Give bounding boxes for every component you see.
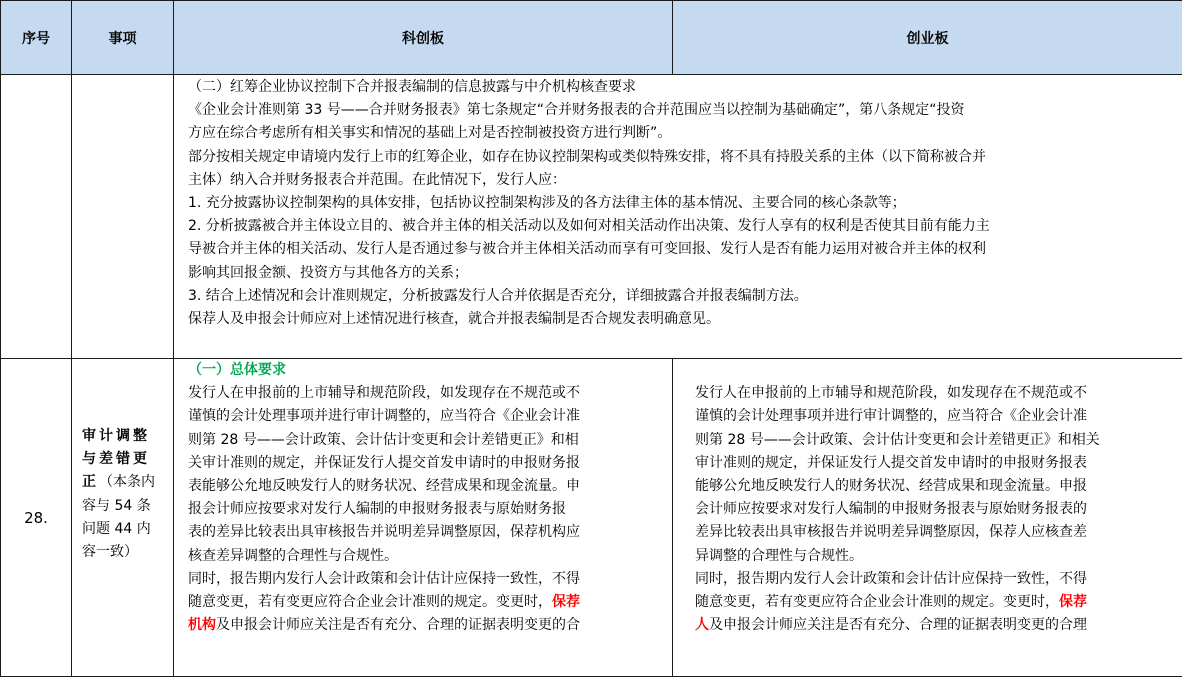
text-line: 导被合并主体的相关活动、发行人是否通过参与被合并主体相关活动而享有可变回报、发行人是否有能力运用对被合并主体的权利 (188, 238, 1176, 261)
header-serial-number: 序号 (1, 1, 72, 75)
text-line: 1. 充分披露协议控制架构的具体安排，包括协议控制架构涉及的各方法律主体的基本情况、主要合同的核心条款等； (188, 192, 1176, 215)
text-line: 则第 28 号——会计政策、会计估计变更和会计差错更正》和相 (188, 429, 666, 452)
text-line: （二）红筹企业协议控制下合并报表编制的信息披露与中介机构核查要求 (188, 76, 1176, 99)
subject-note-line: （本条内 (99, 474, 155, 490)
star-market-text (174, 359, 672, 637)
text-line: 差异比较表出具审核报告并说明差异调整原因，保荐人应核查差 (695, 521, 1176, 544)
text-line: 方应在综合考虑所有相关事实和情况的基础上对是否控制被投资方进行判断”。 (188, 122, 1176, 145)
merged-content-cell (174, 75, 1182, 359)
header-gem-board: 创业板 (673, 1, 1182, 75)
highlight-text: 人 (695, 617, 709, 633)
text-line: 会计师应按要求对发行人编制的申报财务报表与原始财务报表的 (695, 498, 1176, 521)
text-line: 谨慎的会计处理事项并进行审计调整的，应当符合《企业会计准 (188, 405, 666, 428)
highlight-text: 保荐 (552, 594, 580, 610)
subject-note-line: 问题 44 内 (82, 518, 169, 541)
text-line: 核查差异调整的合理性与合规性。 (188, 545, 666, 568)
text-line: 2. 分析披露被合并主体设立目的、被合并主体的相关活动以及如何对相关活动作出决策、发行人享有的权利是否使其目前有能力主 (188, 215, 1176, 238)
text-line: 同时，报告期内发行人会计政策和会计估计应保持一致性，不得 (188, 568, 666, 591)
row-item-cell (72, 75, 174, 359)
text-line: 保荐人及申报会计师应对上述情况进行核查，就合并报表编制是否合规发表明确意见。 (188, 308, 1176, 331)
row-number: 28. (1, 359, 72, 677)
subject-title-line: 与差错更 (82, 451, 150, 467)
text-line: 表能够公允地反映发行人的财务状况、经营成果和现金流量。申 (188, 475, 666, 498)
vie-disclosure-text (174, 76, 1182, 331)
text-line: 异调整的合理性与合规性。 (695, 545, 1176, 568)
row-subject (72, 359, 173, 564)
subject-title-line: 正 (82, 474, 99, 490)
text-line: 表的差异比较表出具审核报告并说明差异调整原因，保荐机构应 (188, 521, 666, 544)
gem-board-cell (673, 359, 1182, 677)
gem-board-text (673, 359, 1182, 637)
star-market-cell (174, 359, 673, 677)
header-item: 事项 (72, 1, 174, 75)
text-line: 发行人在申报前的上市辅导和规范阶段，如发现存在不规范或不 (695, 382, 1176, 405)
text-line: 及申报会计师应关注是否有充分、合理的证据表明变更的合理 (709, 617, 1087, 633)
text-line: 则第 28 号——会计政策、会计估计变更和会计差错更正》和相关 (695, 429, 1176, 452)
text-line: 及申报会计师应关注是否有充分、合理的证据表明变更的合 (216, 617, 580, 633)
text-line: 部分按相关规定申请境内发行上市的红筹企业，如存在协议控制架构或类似特殊安排，将不具有持股关系的主体（以下简称被合并 (188, 146, 1176, 169)
text-line: 报会计师应按要求对发行人编制的申报财务报表与原始财务报 (188, 498, 666, 521)
subject-note-line: 容一致） (82, 541, 169, 564)
subject-title-line: 审计调整 (82, 428, 150, 444)
highlight-text: 机构 (188, 617, 216, 633)
header-star-market: 科创板 (174, 1, 673, 75)
text-line: 发行人在申报前的上市辅导和规范阶段，如发现存在不规范或不 (188, 382, 666, 405)
table-row (1, 359, 1182, 677)
row-number-cell (1, 75, 72, 359)
text-line: 《企业会计准则第 33 号——合并财务报表》第七条规定“合并财务报表的合并范围应当以控制为基础确定”，第八条规定“投资 (188, 99, 1176, 122)
text-line: 主体）纳入合并财务报表合并范围。在此情况下，发行人应： (188, 169, 1176, 192)
text-line: 影响其回报金额、投资方与其他各方的关系； (188, 262, 1176, 285)
text-line: 随意变更，若有变更应符合企业会计准则的规定。变更时，保荐 (695, 591, 1176, 614)
section-title: （一）总体要求 (188, 359, 666, 382)
subject-note-line: 容与 54 条 (82, 495, 169, 518)
highlight-text: 保荐 (1059, 594, 1087, 610)
text-line: 审计准则的规定，并保证发行人提交首发申请时的申报财务报表 (695, 452, 1176, 475)
text-line: 关审计准则的规定，并保证发行人提交首发申请时的申报财务报 (188, 452, 666, 475)
text-line: 3. 结合上述情况和会计准则规定，分析披露发行人合并依据是否充分，详细披露合并报表编制方法。 (188, 285, 1176, 308)
text-line: 同时，报告期内发行人会计政策和会计估计应保持一致性，不得 (695, 568, 1176, 591)
table-row (1, 75, 1182, 359)
row-subject-cell (72, 359, 174, 677)
text-line: 随意变更，若有变更应符合企业会计准则的规定。变更时，保荐 (188, 591, 666, 614)
header-row (1, 1, 1182, 75)
text-line: 能够公允地反映发行人的财务状况、经营成果和现金流量。申报 (695, 475, 1176, 498)
text-line: 谨慎的会计处理事项并进行审计调整的，应当符合《企业会计准 (695, 405, 1176, 428)
